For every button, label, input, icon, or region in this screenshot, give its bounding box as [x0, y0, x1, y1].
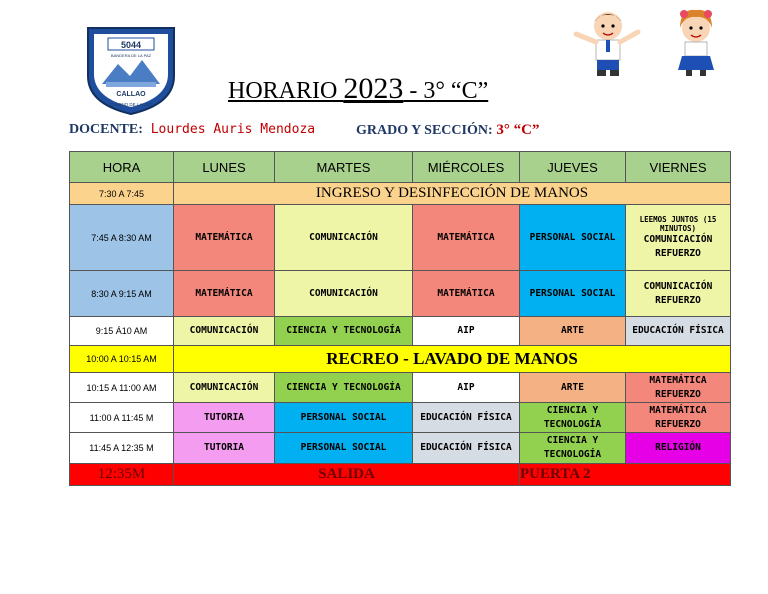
- subject-cell: PERSONAL SOCIAL: [520, 205, 626, 271]
- subject-cell: ARTE: [520, 373, 626, 403]
- header-miercoles: MIÉRCOLES: [413, 152, 520, 183]
- subject-cell: PERSONAL SOCIAL: [275, 433, 413, 464]
- time-cell: 10:00 A 10:15 AM: [70, 346, 174, 373]
- grado-label: GRADO Y SECCIÓN:: [356, 123, 493, 138]
- subject-cell: ARTE: [520, 317, 626, 346]
- subject-cell: COMUNICACIÓN: [174, 317, 275, 346]
- subject-cell: MATEMÁTICA REFUERZO: [626, 373, 731, 403]
- schedule-row: [70, 317, 731, 346]
- header-hora: HORA: [70, 152, 174, 183]
- logo-city: CALLAO: [116, 91, 146, 98]
- recreo-row: [70, 346, 731, 373]
- schedule-row: [70, 373, 731, 403]
- schedule-table: [69, 151, 731, 486]
- header-lunes: LUNES: [174, 152, 275, 183]
- puerta-label: PUERTA 2: [520, 464, 731, 486]
- kids-illustration: [568, 6, 738, 78]
- subject-cell: AIP: [413, 317, 520, 346]
- title-year: 2023: [343, 72, 404, 105]
- schedule-row: [70, 271, 731, 317]
- subject-cell: [626, 205, 731, 271]
- ingreso-row: [70, 183, 731, 205]
- header-row: [70, 152, 731, 183]
- time-cell: 12:35M: [70, 464, 174, 486]
- subject-cell: MATEMÁTICA: [174, 205, 275, 271]
- subject-cell: RELIGIÓN: [626, 433, 731, 464]
- subject-cell: TUTORIA: [174, 403, 275, 433]
- subject-cell: MATEMÁTICA REFUERZO: [626, 403, 731, 433]
- salida-row: [70, 464, 731, 486]
- header-jueves: JUEVES: [520, 152, 626, 183]
- subject-cell: MATEMÁTICA: [413, 205, 520, 271]
- subject-cell: COMUNICACIÓN: [275, 205, 413, 271]
- subject-cell: MATEMÁTICA: [413, 271, 520, 317]
- subject-cell: CIENCIA Y TECNOLOGÍA: [275, 373, 413, 403]
- subject-cell: EDUCACIÓN FÍSICA: [413, 403, 520, 433]
- subject-cell: TUTORIA: [174, 433, 275, 464]
- logo-ring: CAMINO DE LA LUZ: [110, 102, 152, 107]
- subject-cell: PERSONAL SOCIAL: [520, 271, 626, 317]
- docente-line: [69, 122, 315, 138]
- grado-line: [356, 122, 539, 139]
- subject-cell: CIENCIA Y TECNOLOGÍA: [520, 433, 626, 464]
- ingreso-banner: INGRESO Y DESINFECCIÓN DE MANOS: [174, 183, 731, 205]
- logo-motto: BANDERA DE LA PAZ: [110, 53, 152, 58]
- schedule-row: [70, 433, 731, 464]
- reading-note: LEEMOS JUNTOS (15 MINUTOS): [639, 214, 717, 233]
- subject-cell: COMUNICACIÓN REFUERZO: [626, 271, 731, 317]
- time-cell: 7:30 A 7:45: [70, 183, 174, 205]
- time-cell: 9:15 Á10 AM: [70, 317, 174, 346]
- subject-cell: CIENCIA Y TECNOLOGÍA: [275, 317, 413, 346]
- subject-label: COMUNICACIÓN REFUERZO: [643, 233, 713, 259]
- schedule-row: [70, 205, 731, 271]
- grado-value: 3° “C”: [492, 122, 540, 138]
- subject-cell: EDUCACIÓN FÍSICA: [626, 317, 731, 346]
- salida-label: SALIDA: [174, 464, 520, 486]
- time-cell: 8:30 A 9:15 AM: [70, 271, 174, 317]
- time-cell: 11:00 A 11:45 M: [70, 403, 174, 433]
- docente-label: DOCENTE:: [69, 122, 143, 137]
- time-cell: 7:45 A 8:30 AM: [70, 205, 174, 271]
- header-martes: MARTES: [275, 152, 413, 183]
- subject-cell: COMUNICACIÓN: [174, 373, 275, 403]
- docente-name: Lourdes Auris Mendoza: [142, 122, 316, 137]
- schedule-row: [70, 403, 731, 433]
- title-prefix: HORARIO: [228, 78, 344, 104]
- header-viernes: VIERNES: [626, 152, 731, 183]
- title-grade: - 3° “C”: [403, 78, 489, 104]
- subject-cell: MATEMÁTICA: [174, 271, 275, 317]
- subject-cell: AIP: [413, 373, 520, 403]
- recreo-banner: RECREO - LAVADO DE MANOS: [174, 346, 731, 373]
- school-logo: [82, 24, 180, 116]
- subject-cell: CIENCIA Y TECNOLOGÍA: [520, 403, 626, 433]
- logo-number: 5044: [120, 40, 142, 50]
- page-title: [228, 72, 568, 106]
- time-cell: 10:15 A 11:00 AM: [70, 373, 174, 403]
- subject-cell: PERSONAL SOCIAL: [275, 403, 413, 433]
- subject-cell: EDUCACIÓN FÍSICA: [413, 433, 520, 464]
- time-cell: 11:45 A 12:35 M: [70, 433, 174, 464]
- subject-cell: COMUNICACIÓN: [275, 271, 413, 317]
